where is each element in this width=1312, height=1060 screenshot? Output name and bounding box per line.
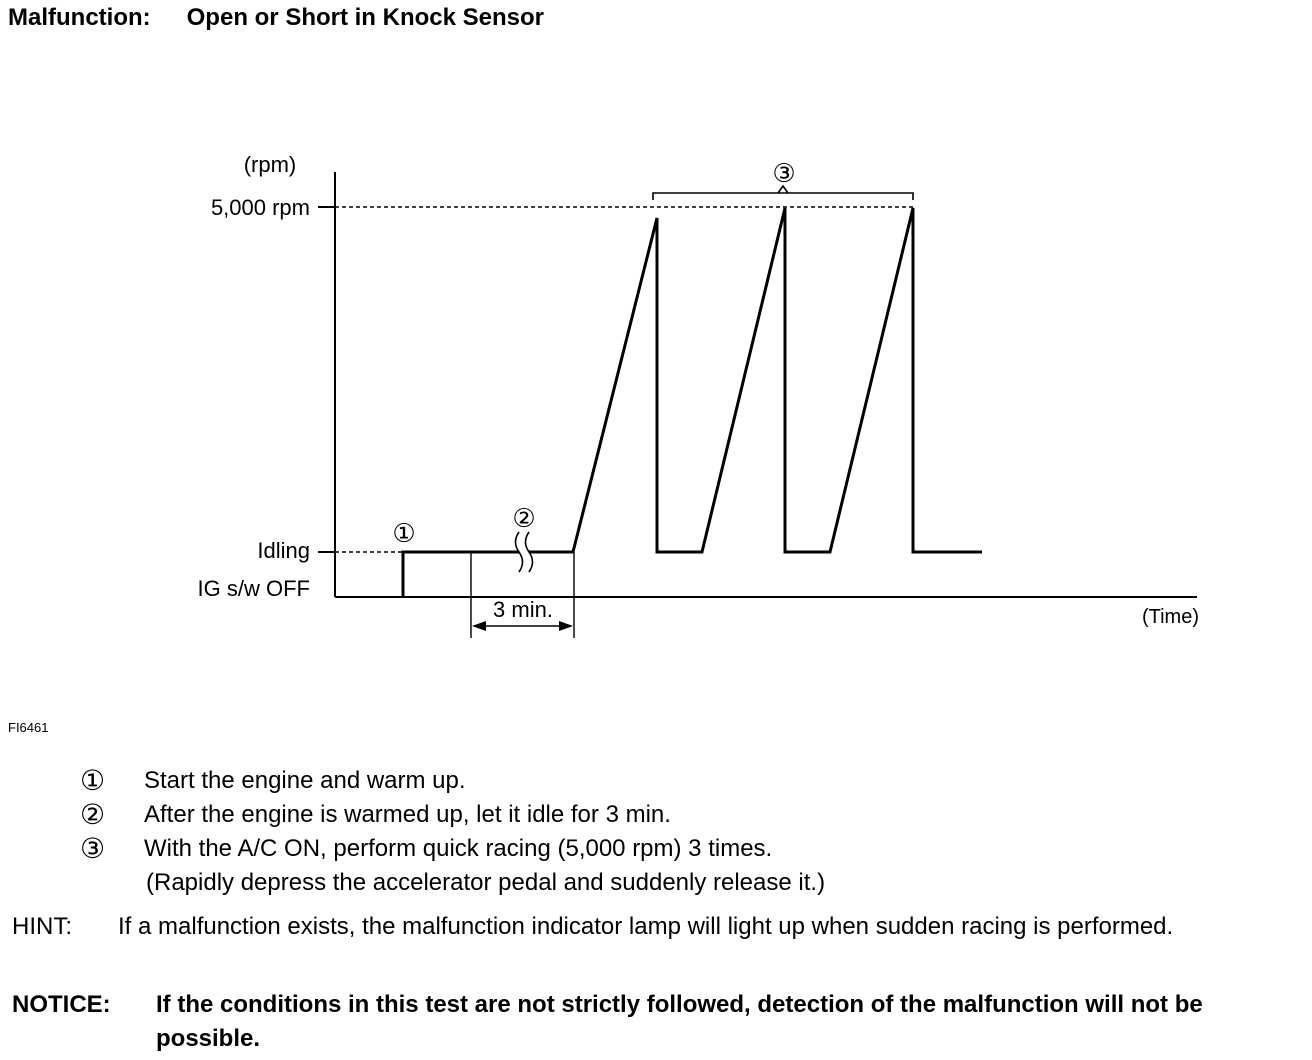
x-unit-label: (Time) <box>1141 606 1199 628</box>
step-number: ③ <box>80 833 106 864</box>
notice-label: NOTICE: <box>12 991 111 1018</box>
title-text: Open or Short in Knock Sensor <box>186 4 545 31</box>
step-text: Start the engine and warm up. <box>144 767 466 794</box>
y-off-label: IG s/w OFF <box>197 576 310 601</box>
y-idle-label: Idling <box>257 538 310 563</box>
dim-arrow-left-icon <box>472 621 486 631</box>
step-item-3 <box>80 832 825 866</box>
hint-block <box>12 910 1308 944</box>
dim-arrow-right-icon <box>559 621 573 631</box>
step-text: With the A/C ON, perform quick racing (5,000 rpm) 3 times. <box>144 835 773 862</box>
step-item-2 <box>80 798 825 832</box>
step-number: ② <box>80 799 106 830</box>
notice-block <box>12 988 1308 1056</box>
rpm-trace <box>403 552 519 597</box>
notice-text: If the conditions in this test are not strictly followed, detection of the malfunction will not be possible. <box>156 991 1203 1052</box>
marker-3-label: ③ <box>772 158 796 188</box>
figure-id: FI6461 <box>8 720 49 735</box>
marker-2-label: ② <box>512 503 536 533</box>
step-list <box>80 764 825 900</box>
y-high-label: 5,000 rpm <box>210 195 310 220</box>
duration-label: 3 min. <box>493 597 553 622</box>
rpm-trace-racing <box>529 208 982 552</box>
step-text: After the engine is warmed up, let it idle for 3 min. <box>144 801 671 828</box>
hint-text: If a malfunction exists, the malfunction indicator lamp will light up when sudden racing is performed. <box>118 913 1174 940</box>
racing-bracket <box>653 193 913 200</box>
y-unit-label: (rpm) <box>243 152 297 177</box>
title-label: Malfunction: <box>8 4 151 31</box>
hint-label: HINT: <box>12 913 72 940</box>
marker-1-label: ① <box>392 518 416 548</box>
step-number: ① <box>80 765 106 796</box>
step-note: (Rapidly depress the accelerator pedal and suddenly release it.) <box>146 869 826 896</box>
step-item-1 <box>80 764 825 798</box>
